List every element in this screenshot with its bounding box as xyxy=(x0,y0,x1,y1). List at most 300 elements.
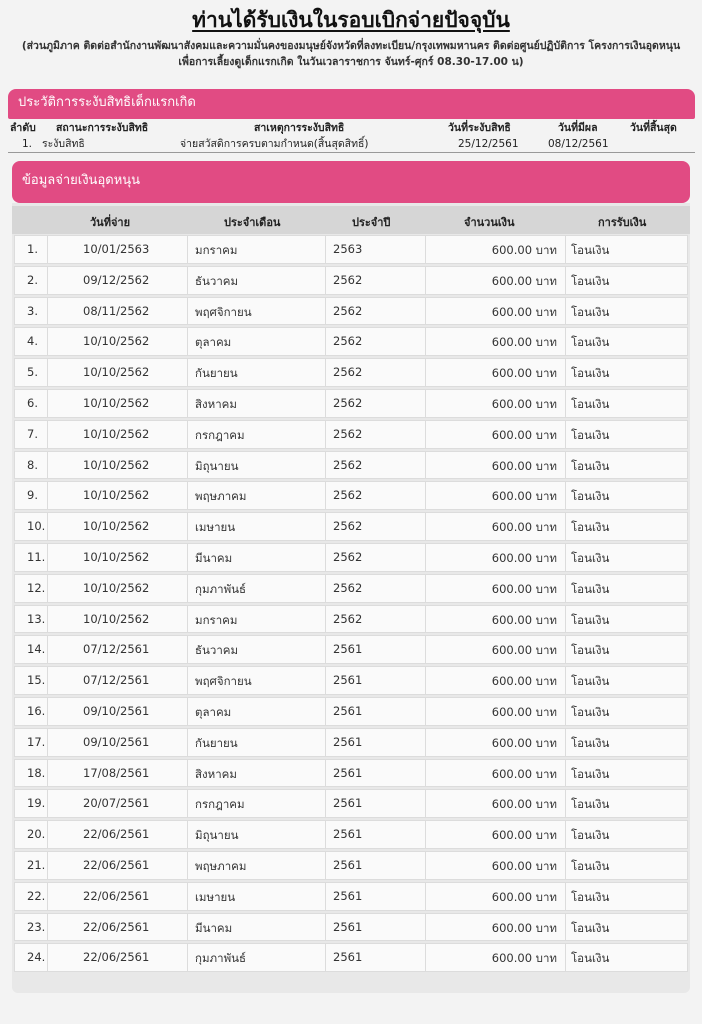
row-year: 2562 xyxy=(333,395,363,410)
row-month: สิงหาคม xyxy=(195,766,237,781)
row-method: โอนเงิน xyxy=(571,335,610,350)
row-year: 2561 xyxy=(333,919,363,934)
row-month: มกราคม xyxy=(195,243,238,257)
column-divider xyxy=(565,698,566,725)
row-no: 6. xyxy=(27,395,38,410)
column-divider xyxy=(47,452,48,479)
column-divider xyxy=(565,729,566,756)
column-divider xyxy=(565,821,566,848)
row-amount: 600.00 บาท xyxy=(491,858,557,873)
row-amount: 600.00 บาท xyxy=(491,581,557,596)
status-row-effective-date: 08/12/2561 xyxy=(548,138,609,150)
table-row xyxy=(14,358,688,387)
row-no: 7. xyxy=(27,426,38,441)
column-divider xyxy=(47,298,48,325)
row-date: 22/06/2561 xyxy=(83,888,150,903)
column-divider xyxy=(187,698,188,725)
row-date: 10/10/2562 xyxy=(83,519,150,534)
column-divider xyxy=(47,883,48,910)
row-method: โอนเงิน xyxy=(571,643,610,658)
row-method: โอนเงิน xyxy=(571,797,610,812)
row-no: 14. xyxy=(27,642,46,657)
row-amount: 600.00 บาท xyxy=(491,766,557,781)
table-row xyxy=(14,789,688,818)
row-method: โอนเงิน xyxy=(571,304,610,319)
row-date: 10/10/2562 xyxy=(83,395,150,410)
row-month: กุมภาพันธ์ xyxy=(195,951,247,966)
column-divider xyxy=(425,636,426,663)
row-month: กรกฎาคม xyxy=(195,427,245,442)
row-amount: 600.00 บาท xyxy=(491,828,557,843)
row-date: 09/12/2562 xyxy=(83,272,150,287)
row-year: 2561 xyxy=(333,857,363,872)
table-row xyxy=(14,851,688,880)
column-divider xyxy=(565,298,566,325)
column-divider xyxy=(325,236,326,263)
row-date: 10/10/2562 xyxy=(83,549,150,564)
page-subtitle: (ส่วนภูมิภาค ติดต่อสำนักงานพัฒนาสังคมและความมั่นคงของมนุษย์จังหวัดที่ลงทะเบียน/กรุงเทพมหานคร ติดต่อศูนย์ปฏิบัติการ โครงการเงินอุดหนุนเพื่อการเลี้ยงดูเด็กแรกเกิด ในวันเวลาราชการ จันทร์-ศุกร์ 08.30-17.00 น) xyxy=(21,40,681,68)
column-divider xyxy=(325,298,326,325)
page-title: ท่านได้รับเงินในรอบเบิกจ่ายปัจจุบัน xyxy=(192,8,510,32)
row-year: 2561 xyxy=(333,827,363,842)
row-date: 10/10/2562 xyxy=(83,611,150,626)
status-table-row xyxy=(8,136,695,153)
row-year: 2561 xyxy=(333,950,363,965)
row-year: 2561 xyxy=(333,703,363,718)
column-divider xyxy=(187,790,188,817)
row-date: 10/10/2562 xyxy=(83,426,150,441)
row-method: โอนเงิน xyxy=(571,366,610,381)
column-divider xyxy=(47,575,48,602)
column-divider xyxy=(187,390,188,417)
row-amount: 600.00 บาท xyxy=(491,458,557,473)
column-divider xyxy=(425,328,426,355)
row-year: 2561 xyxy=(333,642,363,657)
table-row xyxy=(14,420,688,449)
column-divider xyxy=(565,267,566,294)
row-year: 2562 xyxy=(333,580,363,595)
row-date: 10/01/2563 xyxy=(83,242,150,256)
column-divider xyxy=(325,544,326,571)
row-no: 8. xyxy=(27,457,38,472)
column-divider xyxy=(565,790,566,817)
row-date: 17/08/2561 xyxy=(83,765,150,780)
column-divider xyxy=(187,359,188,386)
column-divider xyxy=(325,359,326,386)
status-col-suspend-date: วันที่ระงับสิทธิ xyxy=(448,122,511,134)
row-no: 2. xyxy=(27,272,38,287)
table-row xyxy=(14,266,688,295)
column-divider xyxy=(47,359,48,386)
column-divider xyxy=(47,390,48,417)
row-date: 10/10/2562 xyxy=(83,457,150,472)
row-date: 22/06/2561 xyxy=(83,827,150,842)
row-method: โอนเงิน xyxy=(571,766,610,781)
row-method: โอนเงิน xyxy=(571,858,610,873)
col-month: ประจำเดือน xyxy=(224,216,281,229)
column-divider xyxy=(425,421,426,448)
column-divider xyxy=(565,606,566,633)
row-amount: 600.00 บาท xyxy=(491,643,557,658)
row-month: เมษายน xyxy=(195,889,236,904)
row-month: มีนาคม xyxy=(195,920,233,935)
row-date: 08/11/2562 xyxy=(83,303,150,318)
column-divider xyxy=(325,729,326,756)
column-divider xyxy=(565,328,566,355)
column-divider xyxy=(425,575,426,602)
row-year: 2562 xyxy=(333,365,363,380)
column-divider xyxy=(47,944,48,971)
row-date: 22/06/2561 xyxy=(83,950,150,965)
row-year: 2562 xyxy=(333,519,363,534)
column-divider xyxy=(565,482,566,509)
column-divider xyxy=(325,390,326,417)
row-no: 4. xyxy=(27,334,38,349)
row-month: กุมภาพันธ์ xyxy=(195,581,247,596)
row-method: โอนเงิน xyxy=(571,458,610,473)
column-divider xyxy=(47,914,48,941)
row-date: 07/12/2561 xyxy=(83,642,150,657)
row-no: 3. xyxy=(27,303,38,318)
status-table-header xyxy=(8,120,695,136)
table-row xyxy=(14,820,688,849)
row-amount: 600.00 บาท xyxy=(491,243,557,257)
row-amount: 600.00 บาท xyxy=(491,674,557,689)
column-divider xyxy=(187,421,188,448)
column-divider xyxy=(47,852,48,879)
row-date: 22/06/2561 xyxy=(83,919,150,934)
column-divider xyxy=(47,513,48,540)
row-no: 13. xyxy=(27,611,46,626)
column-divider xyxy=(565,575,566,602)
payment-table-header xyxy=(12,206,690,234)
status-col-status: สถานะการระงับสิทธิ xyxy=(56,122,149,134)
row-method: โอนเงิน xyxy=(571,828,610,843)
row-month: พฤษภาคม xyxy=(195,858,247,873)
row-amount: 600.00 บาท xyxy=(491,704,557,719)
status-row-suspend-date: 25/12/2561 xyxy=(458,138,519,150)
column-divider xyxy=(47,482,48,509)
row-amount: 600.00 บาท xyxy=(491,889,557,904)
status-col-effective-date: วันที่มีผล xyxy=(558,122,598,134)
row-amount: 600.00 บาท xyxy=(491,797,557,812)
row-year: 2561 xyxy=(333,765,363,780)
row-method: โอนเงิน xyxy=(571,951,610,966)
column-divider xyxy=(187,513,188,540)
table-row xyxy=(14,913,688,942)
row-no: 9. xyxy=(27,488,38,503)
column-divider xyxy=(565,914,566,941)
table-row xyxy=(14,666,688,695)
column-divider xyxy=(47,698,48,725)
column-divider xyxy=(425,482,426,509)
status-row-status: ระงับสิทธิ xyxy=(42,138,85,150)
row-date: 09/10/2561 xyxy=(83,703,150,718)
column-divider xyxy=(325,944,326,971)
status-section-header: ประวัติการระงับสิทธิเด็กแรกเกิด xyxy=(8,89,695,119)
column-divider xyxy=(425,760,426,787)
row-method: โอนเงิน xyxy=(571,704,610,719)
column-divider xyxy=(425,236,426,263)
column-divider xyxy=(187,636,188,663)
row-date: 10/10/2562 xyxy=(83,580,150,595)
row-month: กันยายน xyxy=(195,735,238,750)
table-row xyxy=(14,759,688,788)
column-divider xyxy=(187,452,188,479)
column-divider xyxy=(187,944,188,971)
row-amount: 600.00 บาท xyxy=(491,273,557,288)
column-divider xyxy=(425,606,426,633)
column-divider xyxy=(187,821,188,848)
row-method: โอนเงิน xyxy=(571,520,610,535)
column-divider xyxy=(325,852,326,879)
row-date: 10/10/2562 xyxy=(83,488,150,503)
column-divider xyxy=(425,821,426,848)
table-row xyxy=(14,389,688,418)
row-month: กันยายน xyxy=(195,366,238,381)
column-divider xyxy=(325,636,326,663)
column-divider xyxy=(425,790,426,817)
row-method: โอนเงิน xyxy=(571,396,610,411)
row-year: 2562 xyxy=(333,457,363,472)
row-date: 10/10/2562 xyxy=(83,334,150,349)
row-no: 18. xyxy=(27,765,46,780)
column-divider xyxy=(565,883,566,910)
status-col-reason: สาเหตุการระงับสิทธิ xyxy=(254,122,345,134)
row-month: กรกฎาคม xyxy=(195,797,245,812)
row-no: 15. xyxy=(27,673,46,688)
column-divider xyxy=(565,544,566,571)
row-year: 2562 xyxy=(333,549,363,564)
row-month: เมษายน xyxy=(195,520,236,535)
column-divider xyxy=(325,698,326,725)
column-divider xyxy=(187,267,188,294)
row-month: มิถุนายน xyxy=(195,458,239,473)
column-divider xyxy=(425,452,426,479)
row-amount: 600.00 บาท xyxy=(491,920,557,935)
row-method: โอนเงิน xyxy=(571,550,610,565)
row-amount: 600.00 บาท xyxy=(491,612,557,627)
column-divider xyxy=(325,267,326,294)
column-divider xyxy=(325,513,326,540)
row-no: 12. xyxy=(27,580,46,595)
row-method: โอนเงิน xyxy=(571,581,610,596)
row-date: 10/10/2562 xyxy=(83,365,150,380)
payment-section-header: ข้อมูลจ่ายเงินอุดหนุน xyxy=(12,161,690,203)
column-divider xyxy=(187,236,188,263)
row-year: 2562 xyxy=(333,426,363,441)
column-divider xyxy=(47,667,48,694)
column-divider xyxy=(565,390,566,417)
row-amount: 600.00 บาท xyxy=(491,335,557,350)
column-divider xyxy=(187,760,188,787)
row-year: 2562 xyxy=(333,488,363,503)
column-divider xyxy=(325,575,326,602)
column-divider xyxy=(325,914,326,941)
column-divider xyxy=(325,821,326,848)
column-divider xyxy=(187,544,188,571)
column-divider xyxy=(187,328,188,355)
column-divider xyxy=(47,821,48,848)
row-method: โอนเงิน xyxy=(571,889,610,904)
column-divider xyxy=(565,852,566,879)
row-amount: 600.00 บาท xyxy=(491,951,557,966)
row-amount: 600.00 บาท xyxy=(491,550,557,565)
column-divider xyxy=(187,667,188,694)
row-no: 1. xyxy=(27,242,38,256)
column-divider xyxy=(565,944,566,971)
column-divider xyxy=(187,575,188,602)
column-divider xyxy=(47,729,48,756)
row-amount: 600.00 บาท xyxy=(491,520,557,535)
row-method: โอนเงิน xyxy=(571,735,610,750)
row-method: โอนเงิน xyxy=(571,920,610,935)
column-divider xyxy=(425,390,426,417)
table-row xyxy=(14,635,688,664)
row-year: 2562 xyxy=(333,611,363,626)
column-divider xyxy=(425,667,426,694)
row-amount: 600.00 บาท xyxy=(491,366,557,381)
payment-table-body xyxy=(14,235,688,974)
column-divider xyxy=(47,421,48,448)
column-divider xyxy=(187,883,188,910)
column-divider xyxy=(425,729,426,756)
row-amount: 600.00 บาท xyxy=(491,735,557,750)
table-row xyxy=(14,451,688,480)
row-no: 5. xyxy=(27,365,38,380)
table-row xyxy=(14,882,688,911)
status-col-end-date: วันที่สิ้นสุด xyxy=(630,122,677,134)
column-divider xyxy=(425,883,426,910)
row-month: ธันวาคม xyxy=(195,273,239,288)
column-divider xyxy=(425,359,426,386)
column-divider xyxy=(565,452,566,479)
col-year: ประจำปี xyxy=(352,216,391,229)
column-divider xyxy=(325,482,326,509)
column-divider xyxy=(187,852,188,879)
column-divider xyxy=(47,236,48,263)
column-divider xyxy=(565,513,566,540)
row-no: 17. xyxy=(27,734,46,749)
table-row xyxy=(14,481,688,510)
row-date: 07/12/2561 xyxy=(83,673,150,688)
col-amount: จำนวนเงิน xyxy=(464,216,515,229)
column-divider xyxy=(325,667,326,694)
table-row xyxy=(14,697,688,726)
row-year: 2562 xyxy=(333,272,363,287)
column-divider xyxy=(187,482,188,509)
status-row-no: 1. xyxy=(22,138,33,150)
row-month: ตุลาคม xyxy=(195,335,232,350)
row-no: 23. xyxy=(27,919,46,934)
row-date: 20/07/2561 xyxy=(83,796,150,811)
row-method: โอนเงิน xyxy=(571,427,610,442)
row-no: 10. xyxy=(27,519,46,534)
column-divider xyxy=(47,790,48,817)
column-divider xyxy=(325,421,326,448)
column-divider xyxy=(187,298,188,325)
row-month: สิงหาคม xyxy=(195,396,237,411)
row-month: มิถุนายน xyxy=(195,828,239,843)
row-no: 20. xyxy=(27,827,46,842)
column-divider xyxy=(325,606,326,633)
row-month: มกราคม xyxy=(195,612,238,627)
table-row xyxy=(14,512,688,541)
column-divider xyxy=(425,513,426,540)
column-divider xyxy=(47,636,48,663)
row-method: โอนเงิน xyxy=(571,489,610,504)
col-date: วันที่จ่าย xyxy=(90,216,131,229)
column-divider xyxy=(187,606,188,633)
row-amount: 600.00 บาท xyxy=(491,489,557,504)
row-year: 2563 xyxy=(333,242,363,256)
row-no: 22. xyxy=(27,888,46,903)
column-divider xyxy=(325,452,326,479)
row-year: 2562 xyxy=(333,303,363,318)
row-date: 22/06/2561 xyxy=(83,857,150,872)
column-divider xyxy=(47,328,48,355)
col-method: การรับเงิน xyxy=(598,216,647,229)
table-row xyxy=(14,605,688,634)
table-row xyxy=(14,327,688,356)
table-row xyxy=(14,574,688,603)
status-row-reason: จ่ายสวัสดิการครบตามกำหนด(สิ้นสุดสิทธิ์) xyxy=(180,138,369,150)
row-method: โอนเงิน xyxy=(571,273,610,288)
row-year: 2561 xyxy=(333,673,363,688)
column-divider xyxy=(47,606,48,633)
column-divider xyxy=(425,944,426,971)
row-year: 2561 xyxy=(333,734,363,749)
row-no: 19. xyxy=(27,796,46,811)
column-divider xyxy=(325,883,326,910)
row-month: มีนาคม xyxy=(195,550,233,565)
row-method: โอนเงิน xyxy=(571,612,610,627)
row-month: พฤษภาคม xyxy=(195,489,247,504)
column-divider xyxy=(325,760,326,787)
column-divider xyxy=(425,698,426,725)
row-amount: 600.00 บาท xyxy=(491,427,557,442)
row-month: พฤศจิกายน xyxy=(195,674,252,689)
column-divider xyxy=(325,790,326,817)
column-divider xyxy=(565,667,566,694)
row-month: ตุลาคม xyxy=(195,704,232,719)
row-no: 21. xyxy=(27,857,46,872)
row-month: ธันวาคม xyxy=(195,643,239,658)
column-divider xyxy=(565,760,566,787)
column-divider xyxy=(325,328,326,355)
column-divider xyxy=(565,359,566,386)
row-amount: 600.00 บาท xyxy=(491,304,557,319)
row-no: 24. xyxy=(27,950,46,965)
row-no: 16. xyxy=(27,703,46,718)
table-row xyxy=(14,543,688,572)
column-divider xyxy=(565,421,566,448)
row-year: 2561 xyxy=(333,796,363,811)
row-method: โอนเงิน xyxy=(571,674,610,689)
column-divider xyxy=(47,760,48,787)
column-divider xyxy=(425,914,426,941)
column-divider xyxy=(47,544,48,571)
table-row xyxy=(14,943,688,972)
column-divider xyxy=(187,914,188,941)
column-divider xyxy=(425,852,426,879)
column-divider xyxy=(425,267,426,294)
row-no: 11. xyxy=(27,549,46,564)
table-row xyxy=(14,235,688,264)
row-date: 09/10/2561 xyxy=(83,734,150,749)
row-month: พฤศจิกายน xyxy=(195,304,252,319)
row-year: 2562 xyxy=(333,334,363,349)
